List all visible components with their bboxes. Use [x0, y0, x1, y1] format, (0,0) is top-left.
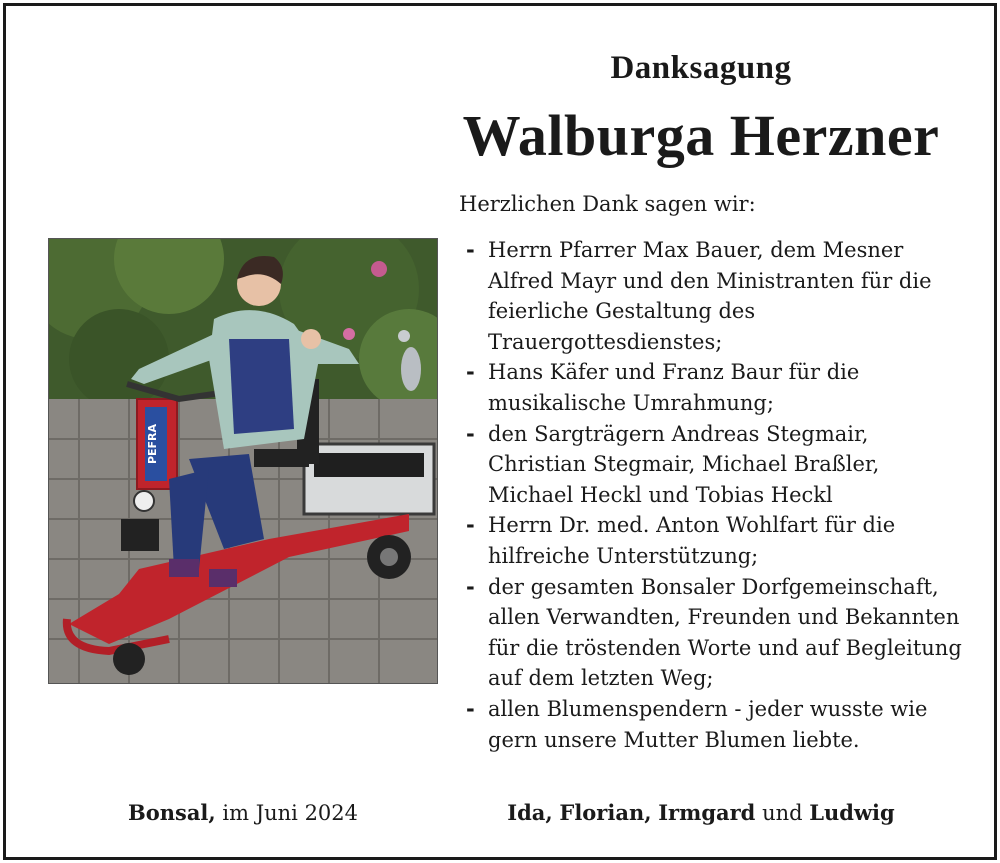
- signer-name: Ida,: [507, 800, 553, 825]
- list-item: - Herrn Pfarrer Max Bauer, dem Mesner Alfred Mayr und den Ministranten für die feierliche Gestaltung des Trauergottesdienstes;: [466, 238, 932, 354]
- thanks-list: [466, 235, 966, 755]
- heading: Danksagung: [610, 50, 792, 86]
- list-item: - Hans Käfer und Franz Baur für die musikalische Umrahmung;: [466, 360, 860, 415]
- intro-text: Herzlichen Dank sagen wir:: [459, 192, 756, 216]
- list-item: - Herrn Dr. med. Anton Wohlfart für die hilfreiche Unterstützung;: [466, 513, 896, 568]
- list-item: - den Sargträgern Andreas Stegmair, Christian Stegmair, Michael Braßler, Michael Heckl und Tobias Heckl: [466, 421, 880, 507]
- deceased-name: Walburga Herzner: [462, 103, 940, 168]
- place-date: [46, 800, 440, 825]
- conjunction: und: [762, 801, 803, 825]
- signer-name: Irmgard: [658, 800, 756, 825]
- portrait-photo: [48, 238, 438, 684]
- signers: [446, 800, 956, 825]
- scooter-label: PEFRA: [146, 423, 159, 465]
- signer-name: Ludwig: [809, 800, 895, 825]
- list-item: - der gesamten Bonsaler Dorfgemeinschaft, allen Verwandten, Freunden und Bekannten für die tröstenden Worte und auf Begleitung auf dem letzten Weg;: [466, 574, 962, 691]
- obituary-card: [3, 3, 997, 860]
- date: im Juni 2024: [222, 801, 359, 825]
- signer-name: Florian,: [559, 800, 652, 825]
- list-item: - allen Blumenspendern - jeder wusste wie gern unsere Mutter Blumen liebte.: [466, 696, 928, 752]
- place: Bonsal,: [127, 800, 216, 825]
